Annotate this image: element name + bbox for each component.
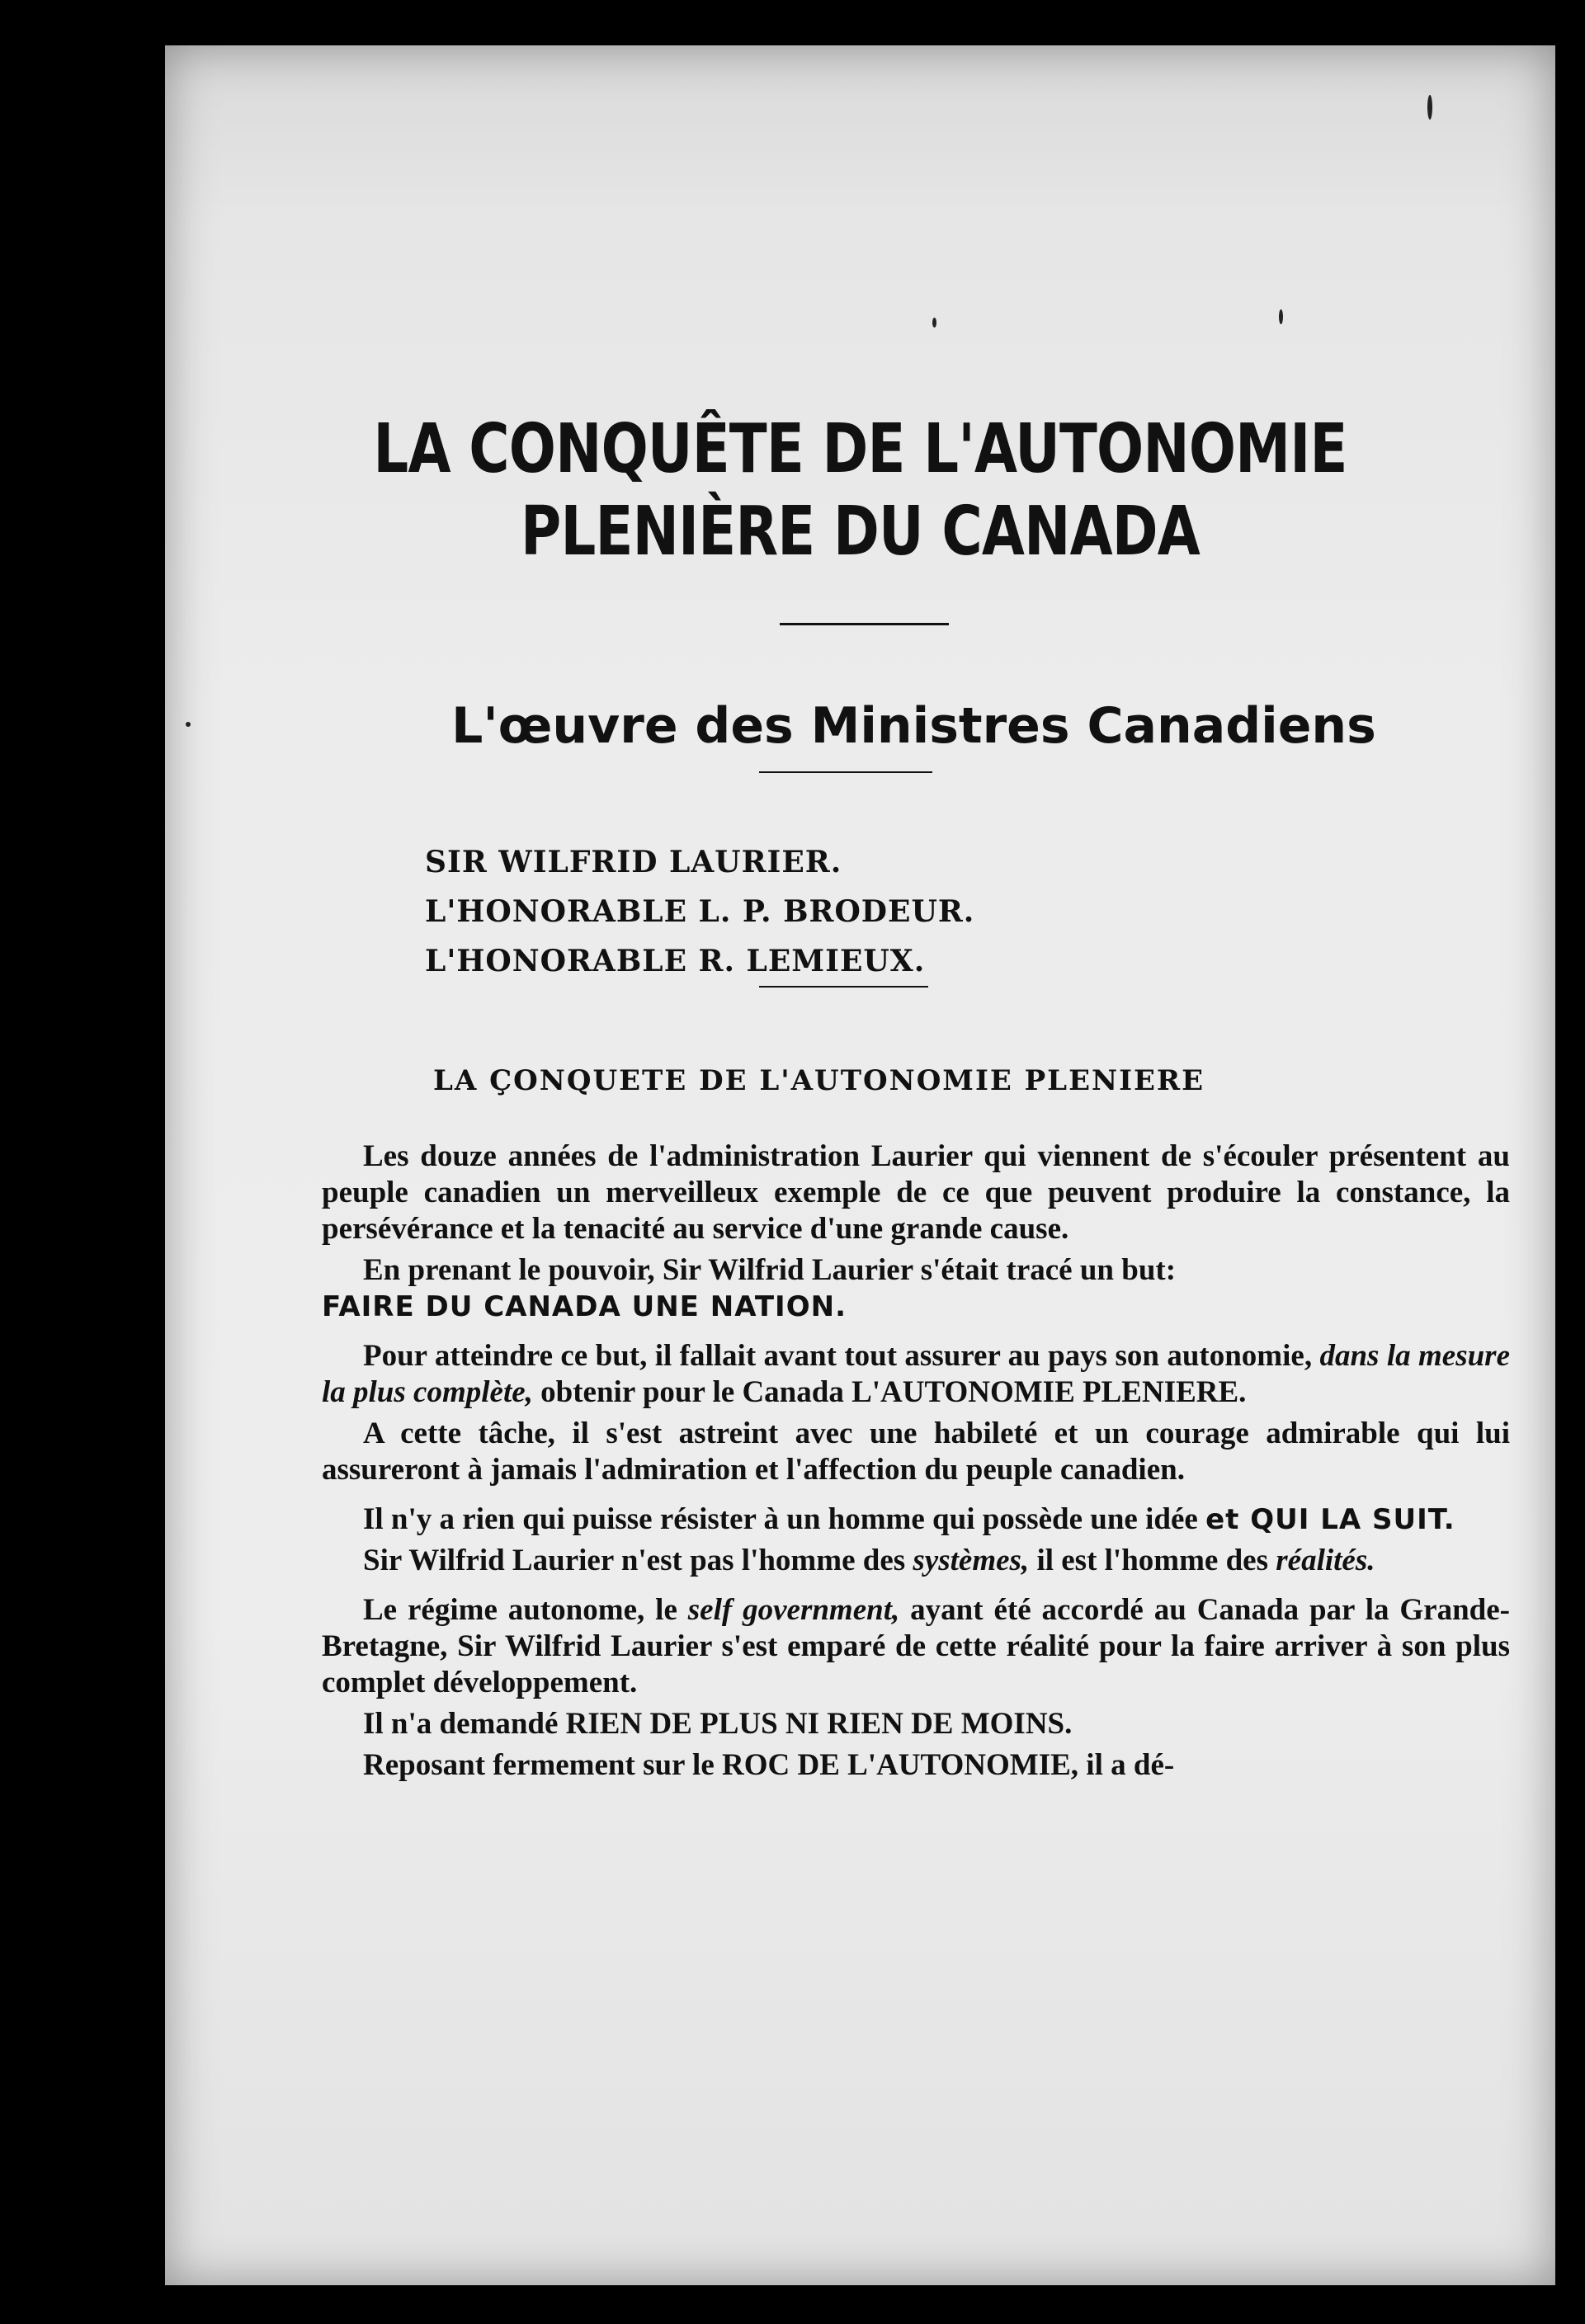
divider-rule xyxy=(759,771,932,773)
paragraph-text: Pour atteindre ce but, il fallait avant tout assurer au pays son autonomie, xyxy=(363,1339,1313,1373)
paragraph: Il n'a demandé RIEN DE PLUS NI RIEN DE MOINS. xyxy=(363,1707,1073,1741)
paragraph-text: Sir Wilfrid Laurier n'est pas l'homme des xyxy=(363,1544,906,1577)
paragraph xyxy=(322,1592,1510,1701)
minister-line: L'HONORABLE R. LEMIEUX. xyxy=(425,944,926,978)
scan-artifact xyxy=(1279,309,1283,324)
paragraph: Reposant fermement sur le ROC DE L'AUTONOMIE, il a dé- xyxy=(363,1748,1175,1782)
title-line-1: LA CONQUÊTE DE L'AUTONOMIE xyxy=(373,410,1347,488)
paragraph-text: ayant été accordé au Canada par la Grande-Bretagne, Sir Wilfrid Laurier s'est emparé de cette réalité pour la faire arriver à son plus complet développement. xyxy=(322,1593,1510,1699)
italic-text: réalités. xyxy=(1276,1544,1375,1577)
title-line-2: PLENIÈRE DU CANADA xyxy=(520,493,1201,571)
paragraph: A cette tâche, il s'est astreint avec une habileté et un courage admirable qui lui assureront à jamais l'admiration et l'affection du peuple canadien. xyxy=(322,1417,1510,1487)
italic-text: self government, xyxy=(687,1593,900,1627)
minister-line: L'HONORABLE L. P. BRODEUR. xyxy=(425,894,975,929)
paragraph xyxy=(322,1338,1510,1411)
minister-line: SIR WILFRID LAURIER. xyxy=(425,845,842,879)
emphasis-caps: FAIRE DU CANADA UNE NATION. xyxy=(322,1290,847,1323)
paragraph-text: Le régime autonome, le xyxy=(363,1593,677,1627)
paragraph-text: Il n'y a rien qui puisse résister à un homme qui possède une idée xyxy=(363,1502,1198,1536)
divider-rule xyxy=(780,623,949,625)
emphasis-caps: et QUI LA SUIT. xyxy=(1205,1503,1455,1536)
page-title xyxy=(290,408,1431,573)
ministers-list xyxy=(425,837,974,986)
paragraph-text: obtenir pour le Canada L'AUTONOMIE PLENIERE. xyxy=(540,1375,1247,1409)
scan-artifact xyxy=(1427,95,1432,120)
document-page xyxy=(165,45,1555,2285)
scan-artifact xyxy=(932,318,936,328)
divider-rule xyxy=(759,986,928,988)
italic-text: systèmes, xyxy=(913,1544,1030,1577)
paragraph-text: En prenant le pouvoir, Sir Wilfrid Laurier s'était tracé un but: xyxy=(363,1253,1177,1287)
paragraph-text: il est l'homme des xyxy=(1036,1544,1268,1577)
section-heading: LA ÇONQUETE DE L'AUTONOMIE PLENIERE xyxy=(433,1064,1205,1097)
paragraph xyxy=(322,1252,1510,1325)
paragraph xyxy=(322,1501,1510,1538)
paragraph: Les douze années de l'administration Laurier qui viennent de s'écouler présentent au peuple canadien un merveilleux exemple de ce que peuvent produire la constance, la persévérance et la tenacité au service d'une grande cause. xyxy=(322,1139,1510,1246)
body-text xyxy=(322,1138,1510,1789)
italic-text: dans la mesure la plus complète, xyxy=(322,1339,1510,1409)
subtitle: L'œuvre des Ministres Canadiens xyxy=(451,697,1376,755)
paragraph xyxy=(322,1543,1510,1579)
